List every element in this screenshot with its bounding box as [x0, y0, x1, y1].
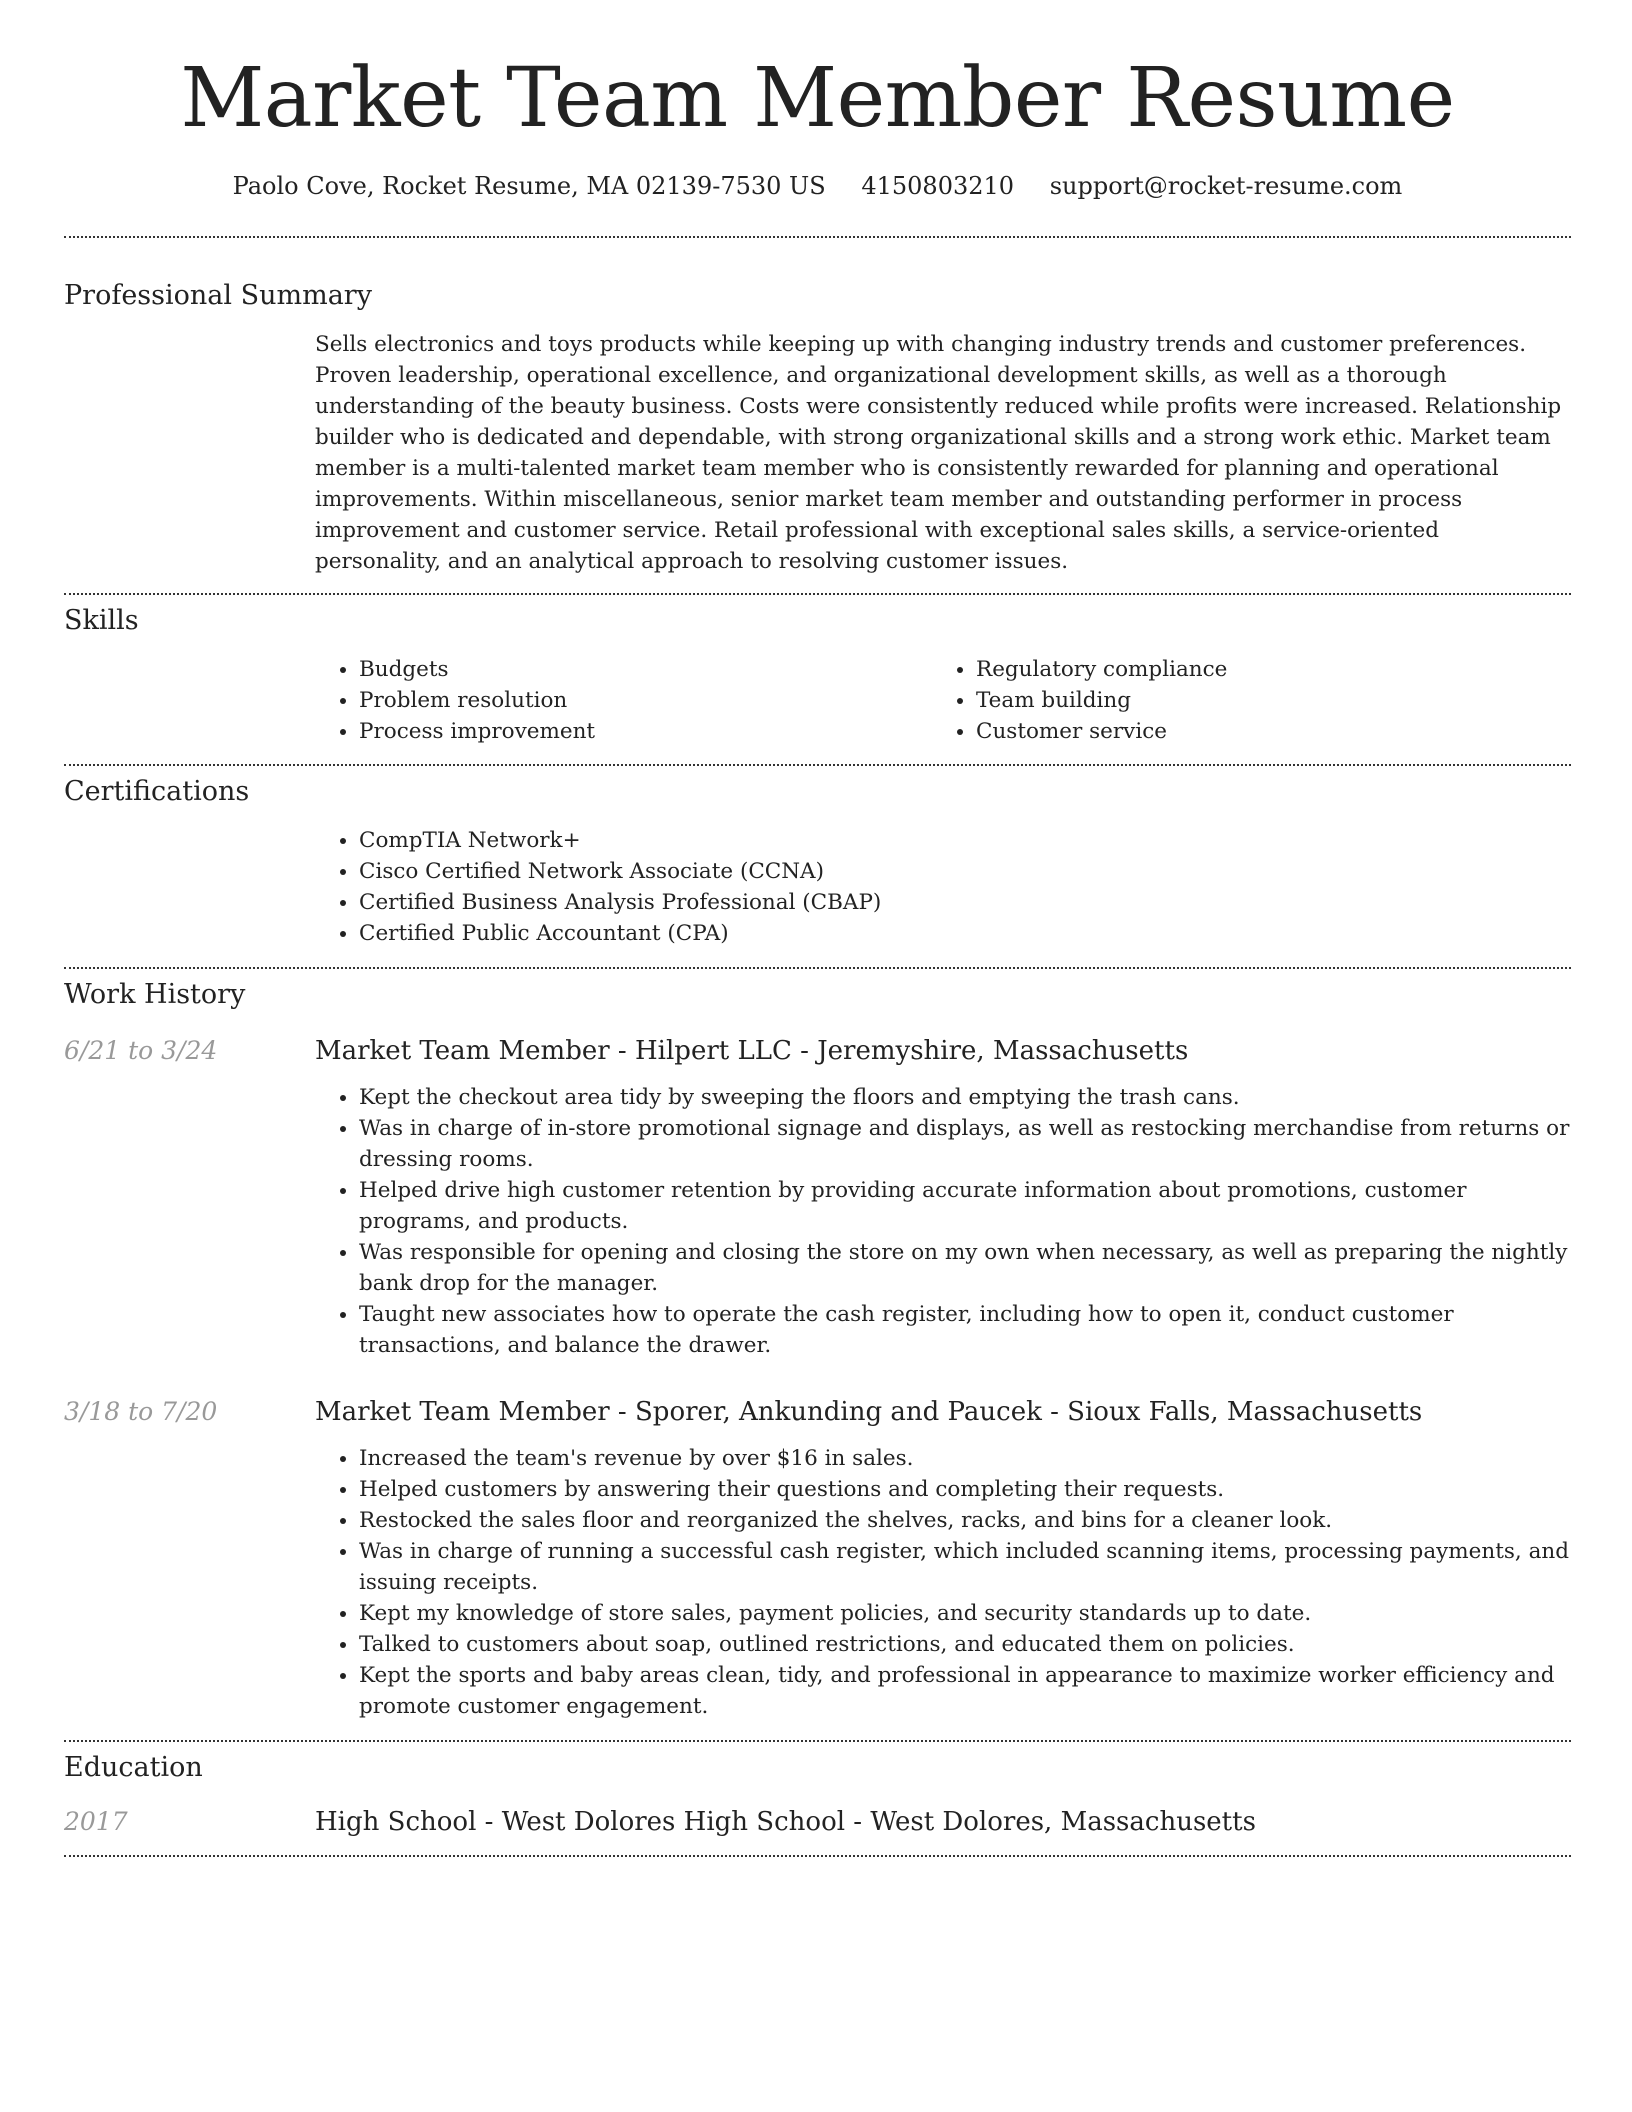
skill-item: • Team building: [976, 685, 1549, 716]
job-dates: 6/21 to 3/24: [64, 1036, 218, 1065]
summary-section: [64, 280, 1571, 577]
section-title-summary: Professional Summary: [64, 280, 372, 311]
section-title-education: Education: [64, 1752, 203, 1783]
divider: [64, 236, 1571, 238]
certifications-section: [64, 776, 1571, 949]
education-year: 2017: [64, 1807, 128, 1836]
job-entry: [64, 1397, 1571, 1722]
job-company: Sporer, Ankunding and Paucek: [635, 1397, 1042, 1427]
skills-grid: [315, 654, 1571, 747]
section-title-work-history: Work History: [64, 979, 246, 1010]
skills-list-left: [315, 654, 932, 747]
contact-address: Paolo Cove, Rocket Resume, MA 02139-7530 US: [232, 172, 826, 200]
job-bullet: • Increased the team's revenue by over $16 in sales.: [359, 1443, 1571, 1474]
divider: [64, 1740, 1571, 1742]
education-heading: [315, 1807, 1571, 1837]
job-bullet: • Kept the checkout area tidy by sweeping the floors and emptying the trash cans.: [359, 1082, 1571, 1113]
divider: [64, 764, 1571, 766]
job-bullet: • Talked to customers about soap, outlined restrictions, and educated them on policies.: [359, 1629, 1571, 1660]
job-bullet: • Helped drive high customer retention by providing accurate information about promotions, customer programs, and products.: [359, 1175, 1571, 1237]
skill-item: • Regulatory compliance: [976, 654, 1549, 685]
certification-item: • Certified Public Accountant (CPA): [359, 918, 1571, 949]
summary-text: Sells electronics and toys products while keeping up with changing industry trends and customer preferences. Proven leadership, operational excellence, and organizational development skills, as well as a thorough understanding of the beauty business. Costs were consistently reduced while profits were increased. Relationship builder who is dedicated and dependable, with strong organizational skills and a strong work ethic. Market team member is a multi-talented market team member who is consistently rewarded for planning and operational improvements. Within miscellaneous, senior market team member and outstanding performer in process improvement and customer service. Retail professional with exceptional sales skills, a service-oriented personality, and an analytical approach to resolving customer issues.: [315, 332, 1562, 574]
separator: -: [791, 1036, 818, 1066]
section-title-skills: Skills: [64, 605, 139, 636]
work-history-section: [64, 979, 1571, 1722]
education-entry: [64, 1807, 1571, 1837]
education-section: [64, 1752, 1571, 1837]
job-location: Sioux Falls, Massachusetts: [1067, 1397, 1423, 1427]
job-heading: [315, 1036, 1571, 1066]
job-bullet: • Helped customers by answering their questions and completing their requests.: [359, 1474, 1571, 1505]
separator: -: [609, 1036, 635, 1066]
job-bullet: • Taught new associates how to operate the cash register, including how to open it, conduct customer transactions, and balance the drawer.: [359, 1299, 1571, 1361]
contact-email: support@rocket-resume.com: [1049, 172, 1403, 200]
skills-section: [64, 605, 1571, 747]
job-body: [315, 1036, 1571, 1361]
job-bullets: [315, 1443, 1571, 1722]
education-degree: High School: [315, 1807, 477, 1837]
job-bullet: • Kept my knowledge of store sales, payment policies, and security standards up to date.: [359, 1598, 1571, 1629]
certification-item: • Cisco Certified Network Associate (CCNA): [359, 856, 1571, 887]
separator: -: [1041, 1397, 1068, 1427]
skill-item: • Customer service: [976, 716, 1549, 747]
education-location: West Dolores, Massachusetts: [870, 1807, 1256, 1837]
job-dates: 3/18 to 7/20: [64, 1397, 218, 1426]
skills-list-right: [932, 654, 1549, 747]
divider: [64, 593, 1571, 595]
job-bullet: • Was in charge of in-store promotional signage and displays, as well as restocking merchandise from returns or dressing rooms.: [359, 1113, 1571, 1175]
job-role: Market Team Member: [315, 1397, 610, 1427]
job-body: [315, 1397, 1571, 1722]
divider: [64, 967, 1571, 969]
education-school: West Dolores High School: [501, 1807, 846, 1837]
divider: [64, 1855, 1571, 1857]
skill-item: • Process improvement: [359, 716, 932, 747]
separator: -: [845, 1807, 871, 1837]
job-location: Jeremyshire, Massachusetts: [817, 1036, 1189, 1066]
contact-phone: 4150803210: [861, 172, 1015, 200]
certifications-list: [315, 825, 1571, 949]
education-body: [315, 1807, 1571, 1837]
certification-item: • CompTIA Network+: [359, 825, 1571, 856]
resume-page: [64, 0, 1571, 1857]
job-bullet: • Was responsible for opening and closing the store on my own when necessary, as well as preparing the nightly bank drop for the manager.: [359, 1237, 1571, 1299]
skill-item: • Budgets: [359, 654, 932, 685]
contact-line: [64, 172, 1571, 200]
job-bullet: • Kept the sports and baby areas clean, tidy, and professional in appearance to maximize worker efficiency and promote customer engagement.: [359, 1660, 1571, 1722]
job-bullet: • Restocked the sales floor and reorganized the shelves, racks, and bins for a cleaner look.: [359, 1505, 1571, 1536]
job-heading: [315, 1397, 1571, 1427]
job-company: Hilpert LLC: [635, 1036, 792, 1066]
job-bullets: [315, 1082, 1571, 1361]
section-title-certifications: Certifications: [64, 776, 250, 807]
certification-item: • Certified Business Analysis Professional (CBAP): [359, 887, 1571, 918]
separator: -: [476, 1807, 502, 1837]
skill-item: • Problem resolution: [359, 685, 932, 716]
resume-title: Market Team Member Resume: [180, 51, 1455, 146]
separator: -: [609, 1397, 635, 1427]
job-bullet: • Was in charge of running a successful cash register, which included scanning items, processing payments, and issuing receipts.: [359, 1536, 1571, 1598]
job-entry: [64, 1036, 1571, 1361]
job-role: Market Team Member: [315, 1036, 610, 1066]
